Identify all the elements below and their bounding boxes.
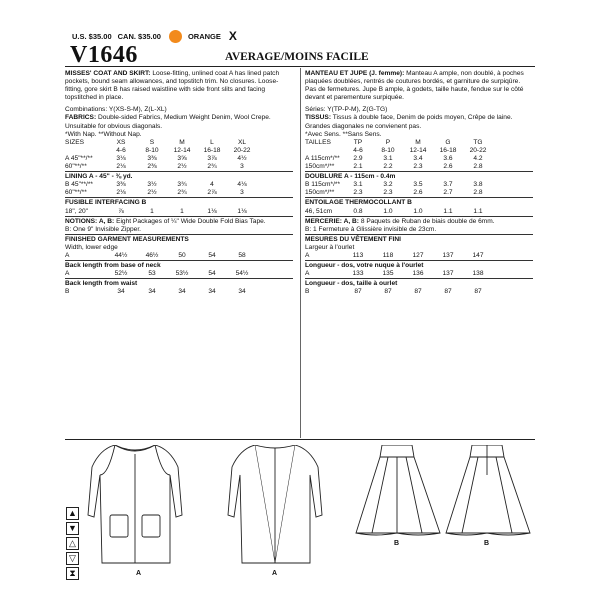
size-sub-cell: 12-14 [173, 146, 191, 154]
table-cell: 133 [352, 270, 364, 278]
price-us: U.S. $35.00 [72, 31, 112, 41]
table-cell: 2.8 [473, 163, 483, 171]
size-sub-cell: 4-6 [116, 146, 126, 154]
size-header-cell: G [445, 138, 451, 146]
mesures-header: MESURES DU VÊTEMENT FINI [305, 234, 533, 244]
table-cell: 3.4 [413, 154, 423, 162]
table-cell: 3⅜ [116, 181, 126, 189]
coat-front-label: A [136, 570, 142, 577]
price-row [72, 29, 237, 43]
table-row [65, 155, 293, 163]
table-cell: 53 [148, 270, 156, 278]
description-title: MISSES' COAT AND SKIRT: [65, 70, 151, 77]
coat-front-drawing [88, 445, 182, 563]
table-cell: 3.2 [383, 181, 393, 189]
table-cell: 3⅞ [207, 154, 217, 162]
table-row [305, 163, 533, 171]
table-cell: 1.1 [443, 207, 453, 215]
table-cell: 2.2 [383, 163, 393, 171]
entoilage-header: ENTOILAGE THERMOCOLLANT B [305, 197, 533, 207]
table-cell: 3¾ [177, 181, 187, 189]
row-label: A [305, 270, 310, 278]
table-cell: 2.3 [353, 189, 363, 197]
row-label: A 115cm*/** [305, 154, 340, 162]
row-label: B [65, 288, 70, 296]
table-cell: 2⅜ [147, 163, 157, 171]
table-cell: 4.2 [473, 154, 483, 162]
longueur-taille-label: Longueur - dos, taille à ourlet [305, 278, 533, 288]
notions-title: NOTIONS: A, B: [65, 217, 115, 225]
table-cell: 87 [444, 288, 452, 296]
size-sub-cell: 16-18 [203, 146, 221, 154]
column-divider [300, 68, 301, 438]
table-cell: 2½ [147, 189, 157, 197]
skirt-front-label: B [394, 540, 400, 547]
table-cell: 1.0 [383, 207, 393, 215]
row-label: 60"**/** [65, 163, 87, 171]
table-cell: 137 [442, 251, 454, 259]
tissus-text: Tissus à double face, Denim de poids moyen, Crêpe de laine. [332, 114, 513, 122]
table-cell: 4½ [237, 154, 247, 162]
nap-note: *With Nap. **Without Nap. [65, 130, 142, 138]
table-cell: 1⅛ [207, 207, 217, 215]
tissus [305, 114, 533, 122]
table-cell: 135 [382, 270, 394, 278]
skirt-back-drawing [446, 445, 530, 535]
mercerie-title: MERCERIE: A, B: [305, 217, 359, 225]
table-cell: 127 [412, 251, 424, 259]
english-column [65, 70, 293, 296]
table-cell: 2.6 [413, 189, 423, 197]
table-cell: 2.3 [413, 163, 423, 171]
table-cell: 34 [208, 288, 216, 296]
table-cell: 137 [442, 270, 454, 278]
size-sub-row [305, 147, 533, 155]
table-cell: ⅞ [118, 207, 124, 215]
table-cell: 2.3 [383, 189, 393, 197]
table-cell: 1.1 [473, 207, 483, 215]
table-cell: 87 [384, 288, 392, 296]
table-cell: 4⅛ [237, 181, 247, 189]
table-cell: 0.8 [353, 207, 363, 215]
table-cell: 3.6 [443, 154, 453, 162]
sens-note: *Avec Sens. **Sans Sens. [305, 130, 382, 138]
table-cell: 2¾ [207, 163, 217, 171]
color-dot-icon [169, 30, 182, 43]
table-cell: 34 [238, 288, 246, 296]
french-column [305, 70, 533, 296]
table-cell: 87 [414, 288, 422, 296]
table-cell: 58 [238, 251, 246, 259]
row-label: A [305, 251, 310, 259]
row-label: 150cm*/** [305, 189, 335, 197]
size-sub-cell [305, 147, 343, 155]
row-label: A [65, 270, 70, 278]
table-row [65, 270, 293, 278]
diagonales-note: Grandes diagonales ne convienent pas. [305, 122, 422, 130]
table-cell: 52½ [114, 270, 128, 278]
back-waist-label: Back length from waist [65, 278, 293, 288]
color-name: ORANGE [187, 31, 221, 41]
table-cell: 2.8 [473, 189, 483, 197]
color-mark: X [228, 29, 237, 43]
table-row [65, 189, 293, 197]
fabrics-text: Double-sided Fabrics, Medium Weight Denim, Wool Crepe. [97, 114, 271, 122]
table-cell: 54½ [235, 270, 249, 278]
table-cell: 138 [472, 270, 484, 278]
notions [65, 216, 293, 226]
table-cell: 1.0 [413, 207, 423, 215]
size-header-cell: TP [353, 138, 363, 146]
size-header-cell: TG [473, 138, 483, 146]
size-sub-cell: 20-22 [233, 146, 251, 154]
size-header-cell: TAILLES [305, 138, 331, 146]
size-sub-cell: 12-14 [409, 146, 427, 154]
size-header-cell: S [149, 138, 155, 146]
table-cell: 3½ [147, 181, 157, 189]
table-cell: 3 [240, 163, 244, 171]
table-cell: 147 [472, 251, 484, 259]
table-cell: 2.1 [353, 163, 363, 171]
table-cell: 3.1 [383, 154, 393, 162]
table-cell: 34 [178, 288, 186, 296]
row-label: 18", 20" [65, 207, 89, 215]
tissus-title: TISSUS: [305, 114, 332, 122]
lining-header: LINING A - 45" - ⅜ yd. [65, 171, 293, 181]
mercerie-b: B: 1 Fermeture à Glissière invisible de 23cm. [305, 225, 437, 233]
row-label: A [65, 251, 70, 259]
row-label: B 115cm*/** [305, 181, 341, 189]
fabrics [65, 114, 293, 122]
table-cell: 4 [210, 181, 214, 189]
size-sub-cell: 20-22 [469, 146, 487, 154]
table-cell: 53½ [175, 270, 189, 278]
notions-text: Eight Packages of ¼" Wide Double Fold Bias Tape. [116, 217, 266, 225]
mercerie-text: 8 Paquets de Ruban de biais double de 6mm. [360, 217, 495, 225]
size-header-cell: SIZES [65, 138, 85, 146]
table-cell: 87 [354, 288, 362, 296]
row-label: B 45"**/** [65, 181, 94, 189]
finished-measurements-header: FINISHED GARMENT MEASUREMENTS [65, 234, 293, 244]
size-header-cell: XS [116, 138, 126, 146]
table-cell: 1⅛ [237, 207, 247, 215]
table-cell: 50 [178, 251, 186, 259]
longueur-nuque-label: Longueur - dos, votre nuque à l'ourlet [305, 260, 533, 270]
size-sub-cell [65, 147, 105, 155]
fabrics-title: FABRICS: [65, 114, 97, 122]
table-cell: 87 [474, 288, 482, 296]
size-header-cell: P [385, 138, 391, 146]
coat-back-label: A [272, 570, 278, 577]
table-cell: 3⅛ [116, 154, 126, 162]
table-cell: 3⅜ [147, 154, 157, 162]
description-fr-title: MANTEAU ET JUPE (J. femme): [305, 70, 405, 77]
triangle-up-outline-icon: △ [66, 537, 79, 550]
hourglass-icon: ⧗ [66, 567, 79, 580]
table-row [65, 181, 293, 189]
mercerie [305, 216, 533, 226]
description [65, 70, 293, 102]
table-cell: 44½ [114, 251, 128, 259]
size-sub-row [65, 147, 293, 155]
table-cell: 136 [412, 270, 424, 278]
back-neck-label: Back length from base of neck [65, 260, 293, 270]
care-icons [66, 507, 80, 582]
table-cell: 54 [208, 251, 216, 259]
technical-drawings [60, 445, 540, 595]
table-cell: 1 [150, 207, 154, 215]
triangle-down-icon: ▼ [66, 522, 79, 535]
table-cell: 2.9 [353, 154, 363, 162]
coat-back-drawing [228, 445, 322, 563]
table-cell: 46½ [145, 251, 159, 259]
size-sub-cell: 4-6 [353, 146, 363, 154]
size-header-cell: M [179, 138, 185, 146]
triangle-down-outline-icon: ▽ [66, 552, 79, 565]
series: Séries: Y(TP-P-M), Z(G-TG) [305, 106, 388, 114]
table-cell: 3 [240, 189, 244, 197]
table-cell: 1 [180, 207, 184, 215]
pattern-number: V1646 [70, 42, 138, 68]
table-cell: 3.7 [443, 181, 453, 189]
combinations: Combinations: Y(XS-S-M), Z(L-XL) [65, 106, 167, 114]
doublure-header: DOUBLURE A - 115cm - 0.4m [305, 171, 533, 181]
size-sub-cell: 16-18 [439, 146, 457, 154]
table-cell: 54 [208, 270, 216, 278]
table-row [305, 181, 533, 189]
table-cell: 3.5 [413, 181, 423, 189]
table-row [65, 163, 293, 171]
table-row [305, 252, 533, 260]
table-row [305, 155, 533, 163]
table-cell: 3.8 [473, 181, 483, 189]
interfacing-header: FUSIBLE INTERFACING B [65, 197, 293, 207]
size-header-cell: L [210, 138, 214, 146]
table-cell: 118 [382, 251, 394, 259]
table-row [305, 288, 533, 296]
table-row [305, 189, 533, 197]
skirt-back-label: B [484, 540, 490, 547]
triangle-up-icon: ▲ [66, 507, 79, 520]
width-label: Width, lower edge [65, 243, 118, 251]
table-cell: 2.6 [443, 163, 453, 171]
table-cell: 2½ [177, 163, 187, 171]
size-sub-cell: 8-10 [381, 146, 395, 154]
row-label: A 45"**/** [65, 154, 93, 162]
table-cell: 3⅝ [177, 154, 187, 162]
largeur-label: Largeur à l'ourlet [305, 243, 355, 251]
size-header-cell: M [415, 138, 421, 146]
price-can: CAN. $35.00 [117, 31, 161, 41]
table-cell: 34 [148, 288, 156, 296]
table-cell: 2⅞ [207, 189, 217, 197]
table-cell: 3.1 [353, 181, 363, 189]
row-label: 60"**/** [65, 189, 87, 197]
size-header-row [65, 139, 293, 147]
row-label: 150cm*/** [305, 163, 335, 171]
table-cell: 34 [117, 288, 125, 296]
unsuitable-note: Unsuitable for obvious diagonals. [65, 122, 163, 130]
size-header-row [305, 139, 533, 147]
difficulty-rating: AVERAGE/MOINS FACILE [225, 51, 369, 63]
row-label: 46, 51cm [305, 207, 333, 215]
skirt-front-drawing [356, 445, 440, 535]
table-cell: 2¾ [177, 189, 187, 197]
table-row [65, 288, 293, 296]
size-sub-cell: 8-10 [145, 146, 159, 154]
table-cell: 2.7 [443, 189, 453, 197]
description-fr [305, 70, 533, 102]
table-row [65, 252, 293, 260]
size-header-cell: XL [237, 138, 247, 146]
row-label: B [305, 288, 310, 296]
description-text: Loose-fitting, unlined coat A has lined patch pockets, bound seam allowances, and topstitch trim. No closures. Loose-fitting, gore skirt B has raised waistline with side front slits and facing topstitched in place. [65, 70, 280, 102]
table-row [65, 208, 293, 216]
table-cell: 2⅛ [116, 163, 126, 171]
table-cell: 2⅛ [116, 189, 126, 197]
notions-b: B: One 9" Invisible Zipper. [65, 225, 142, 233]
table-cell: 113 [352, 251, 364, 259]
description-fr-text: Manteau A ample, non doublé, à poches plaquées doublées, rentrés de coutures bordés, et garniture de surpiqûre. Pas de fermetures. Jupe B ample, à godets, taille haute, fendue sur le côté devant et parementure surpiquée. [305, 70, 524, 102]
table-row [305, 270, 533, 278]
table-row [305, 208, 533, 216]
